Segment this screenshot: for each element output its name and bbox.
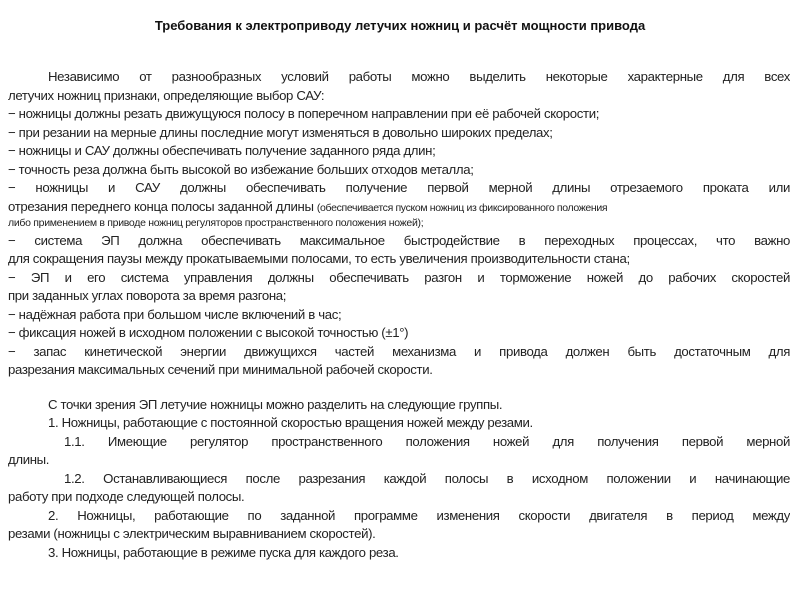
subgroup-item-line: длины.	[8, 452, 50, 467]
list-item: − фиксация ножей в исходном положении с высокой точностью (±1°)	[8, 325, 409, 340]
list-item-note: (обеспечивается пуском ножниц из фиксированного положения	[316, 201, 608, 214]
list-item-note: либо применением в приводе ножниц регуляторов пространственного положения ножей);	[8, 217, 424, 229]
slide-title: Требования к электроприводу летучих ножниц и расчёт мощности привода	[154, 18, 646, 33]
list-item-line: разрезания максимальных сечений при минимальной рабочей скорости.	[8, 362, 433, 377]
list-item: − ножницы и САУ должны обеспечивать получение первой мерной длины отрезаемого проката или	[8, 180, 790, 195]
subgroup-item: 1.2. Останавливающиеся после разрезания каждой полосы в исходном положении и начинающие	[64, 470, 790, 486]
paragraph-line: летучих ножниц признаки, определяющие выбор САУ:	[8, 87, 325, 103]
list-item-line	[8, 198, 790, 217]
paragraph-line: Независимо от разнообразных условий работы можно выделить некоторые характерные для всех	[48, 69, 790, 84]
group-item: 1. Ножницы, работающие с постоянной скоростью вращения ножей между резами.	[48, 415, 533, 430]
group-item: 2. Ножницы, работающие по заданной программе изменения скорости двигателя в период между	[48, 507, 790, 523]
subgroup-item-line: работу при подходе следующей полосы.	[8, 489, 245, 504]
subgroup-item: 1.1. Имеющие регулятор пространственного положения ножей для получения первой мерной	[64, 433, 790, 449]
group-item-line: резами (ножницы с электрическим выравниванием скоростей).	[8, 526, 376, 541]
list-item: − система ЭП должна обеспечивать максимальное быстродействие в переходных процессах, что важно	[8, 232, 790, 248]
group-item: 3. Ножницы, работающие в режиме пуска для каждого реза.	[48, 544, 399, 560]
list-item-line: при заданных углах поворота за время разгона;	[8, 288, 287, 303]
list-item: − надёжная работа при большом числе включений в час;	[8, 306, 342, 322]
list-item: − точность реза должна быть высокой во избежание больших отходов металла;	[8, 161, 474, 177]
paragraph-line: С точки зрения ЭП летучие ножницы можно разделить на следующие группы.	[48, 396, 503, 412]
list-item: − при резании на мерные длины последние могут изменяться в довольно широких пределах;	[8, 124, 553, 140]
list-item: − ножницы должны резать движущуюся полосу в поперечном направлении при её рабочей скорости;	[8, 106, 600, 121]
list-item: − ножницы и САУ должны обеспечивать получение заданного ряда длин;	[8, 143, 436, 158]
list-item-line: для сокращения паузы между прокатываемыми полосами, то есть увеличения производительности стана;	[8, 251, 630, 266]
slide-body	[8, 68, 790, 562]
list-item: − ЭП и его система управления должны обеспечивать разгон и торможение ножей до рабочих скоростей	[8, 269, 790, 285]
list-item: − запас кинетической энергии движущихся частей механизма и привода должен быть достаточным для	[8, 343, 790, 359]
list-item-text: отрезания переднего конца полосы заданной длины	[8, 198, 314, 214]
